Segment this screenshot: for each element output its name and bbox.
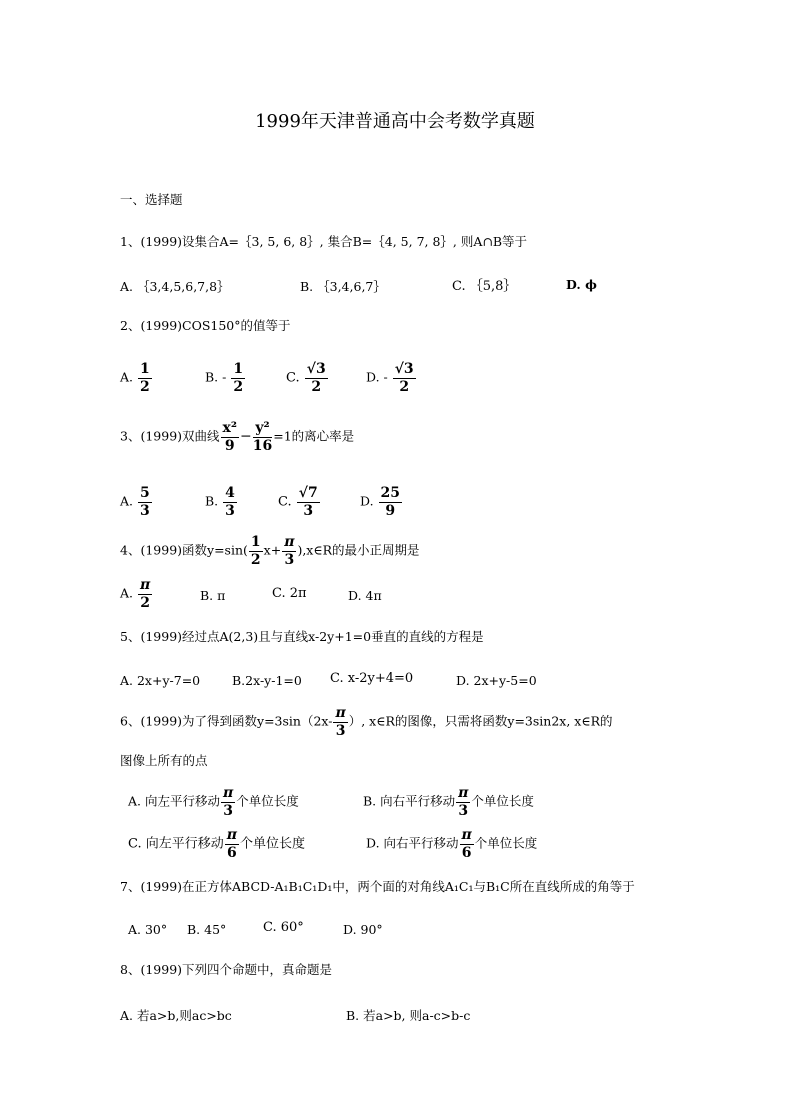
section-heading: 一、选择题	[120, 192, 183, 207]
q6-b-fraction: $\frac{\pi}{3}$	[458, 785, 469, 819]
q1-option-b: B. ｛3,4,6,7｝	[300, 279, 386, 294]
q4-a-label: A.	[120, 585, 134, 601]
q3-d-fraction: $\frac{25}{9}$	[380, 485, 401, 519]
q3-b-fraction: $\frac{4}{3}$	[225, 485, 235, 519]
q7-option-d: D. 90°	[343, 922, 383, 937]
question-7: 7、(1999)在正方体ABCD-A₁B₁C₁D₁中，两个面的对角线A₁C₁与B₁C所在直线所成的角等于	[120, 879, 635, 894]
q3-y-fraction: $\frac{\text{y²}}{16}$	[252, 420, 273, 454]
q6-c-fraction: $\frac{\pi}{6}$	[226, 827, 237, 861]
q2-d-fraction: $\frac{√3}{2}$	[394, 361, 414, 395]
q6-prefix: 6、(1999)为了得到函数y=3sin（2x-	[120, 713, 333, 729]
q3-c-fraction: $\frac{√7}{3}$	[298, 485, 318, 519]
q5-option-c: C. x-2y+4=0	[330, 671, 414, 686]
q4-suffix: ),x∈R的最小正周期是	[297, 542, 420, 558]
q6-c-label: C. 向左平行移动	[128, 836, 224, 852]
q3-a-label: A.	[120, 493, 134, 509]
q6-a-fraction: $\frac{\pi}{3}$	[222, 785, 234, 819]
q3-option-d	[360, 486, 403, 518]
q6-option-b	[363, 786, 534, 818]
q4-prefix: 4、(1999)函数y=sin(	[120, 542, 248, 558]
q3-option-b	[205, 486, 238, 518]
q5-option-a: A. 2x+y-7=0	[120, 673, 201, 688]
q3-d-label: D.	[360, 493, 374, 509]
question-6-line2: 图像上所有的点	[120, 753, 208, 768]
q2-b-label: B. -	[205, 369, 227, 385]
q6-d-fraction: $\frac{\pi}{6}$	[461, 827, 472, 861]
q6-c-suffix: 个单位长度	[240, 836, 306, 852]
question-6	[120, 706, 613, 738]
page-title: 1999年天津普通高中会考数学真题	[255, 111, 535, 132]
q7-option-a: A. 30°	[128, 922, 168, 937]
q4-option-a	[120, 578, 153, 610]
question-8: 8、(1999)下列四个命题中，真命题是	[120, 962, 333, 977]
q3-minus: −	[240, 428, 252, 445]
q2-option-a	[120, 362, 153, 394]
q6-option-d	[366, 828, 537, 860]
q3-b-label: B.	[205, 493, 219, 509]
q6-a-label: A. 向左平行移动	[128, 793, 220, 809]
q1-option-d: D. ϕ	[566, 277, 597, 292]
q2-c-fraction: $\frac{√3}{2}$	[306, 361, 326, 395]
q6-d-label: D. 向右平行移动	[366, 835, 459, 851]
q4-x: x+	[263, 542, 282, 558]
q5-option-b: B.2x-y-1=0	[232, 673, 302, 688]
q3-suffix: =1的离心率是	[273, 428, 355, 444]
question-2: 2、(1999)COS150°的值等于	[120, 318, 291, 333]
q3-option-a	[120, 486, 153, 518]
question-3	[120, 421, 354, 453]
question-4	[120, 535, 420, 567]
q2-a-label: A.	[120, 369, 134, 385]
q4-half-fraction: $\frac{1}{2}$	[250, 534, 261, 568]
q4-pi3-fraction: $\frac{\pi}{3}$	[284, 534, 295, 568]
q6-d-suffix: 个单位长度	[474, 835, 538, 851]
q4-option-b: B. π	[200, 588, 226, 603]
q3-x-fraction: $\frac{\text{x²}}{9}$	[222, 420, 238, 454]
q2-option-b	[205, 362, 246, 394]
q5-option-d: D. 2x+y-5=0	[456, 673, 537, 688]
question-1: 1、(1999)设集合A=｛3, 5, 6, 8｝, 集合B=｛4, 5, 7, 8｝, 则A∩B等于	[120, 234, 528, 249]
q3-c-label: C.	[278, 494, 292, 510]
q4-option-d: D. 4π	[348, 588, 382, 603]
q6-b-suffix: 个单位长度	[471, 793, 534, 809]
q6-b-label: B. 向右平行移动	[363, 793, 456, 809]
q4-option-c: C. 2π	[272, 586, 307, 601]
q8-option-b: B. 若a>b, 则a-c>b-c	[346, 1008, 471, 1023]
q6-a-suffix: 个单位长度	[236, 793, 299, 809]
q7-option-b: B. 45°	[187, 922, 227, 937]
question-5: 5、(1999)经过点A(2,3)且与直线x-2y+1=0垂直的直线的方程是	[120, 629, 484, 644]
q6-option-c	[128, 828, 305, 860]
q7-option-c: C. 60°	[263, 920, 304, 935]
q1-option-a: A. ｛3,4,5,6,7,8｝	[120, 279, 230, 294]
q1-option-c: C. ｛5,8｝	[452, 279, 517, 294]
q2-a-fraction: $\frac{1}{2}$	[140, 361, 150, 395]
q3-option-c	[278, 486, 321, 518]
q3-prefix: 3、(1999)双曲线	[120, 428, 220, 444]
q2-option-c	[286, 362, 329, 394]
q3-a-fraction: $\frac{5}{3}$	[140, 485, 150, 519]
q2-option-d	[366, 362, 417, 394]
q4-a-fraction: $\frac{\pi}{2}$	[140, 577, 151, 611]
q6-pi3-fraction: $\frac{\pi}{3}$	[335, 705, 346, 739]
q6-suffix: ）, x∈R的图像，只需将函数y=3sin2x, x∈R的	[348, 713, 613, 729]
q2-c-label: C.	[286, 370, 300, 386]
q8-option-a: A. 若a>b,则ac>bc	[120, 1008, 232, 1023]
q6-option-a	[128, 786, 299, 818]
q2-d-label: D. -	[366, 369, 388, 385]
q2-b-fraction: $\frac{1}{2}$	[233, 361, 244, 395]
